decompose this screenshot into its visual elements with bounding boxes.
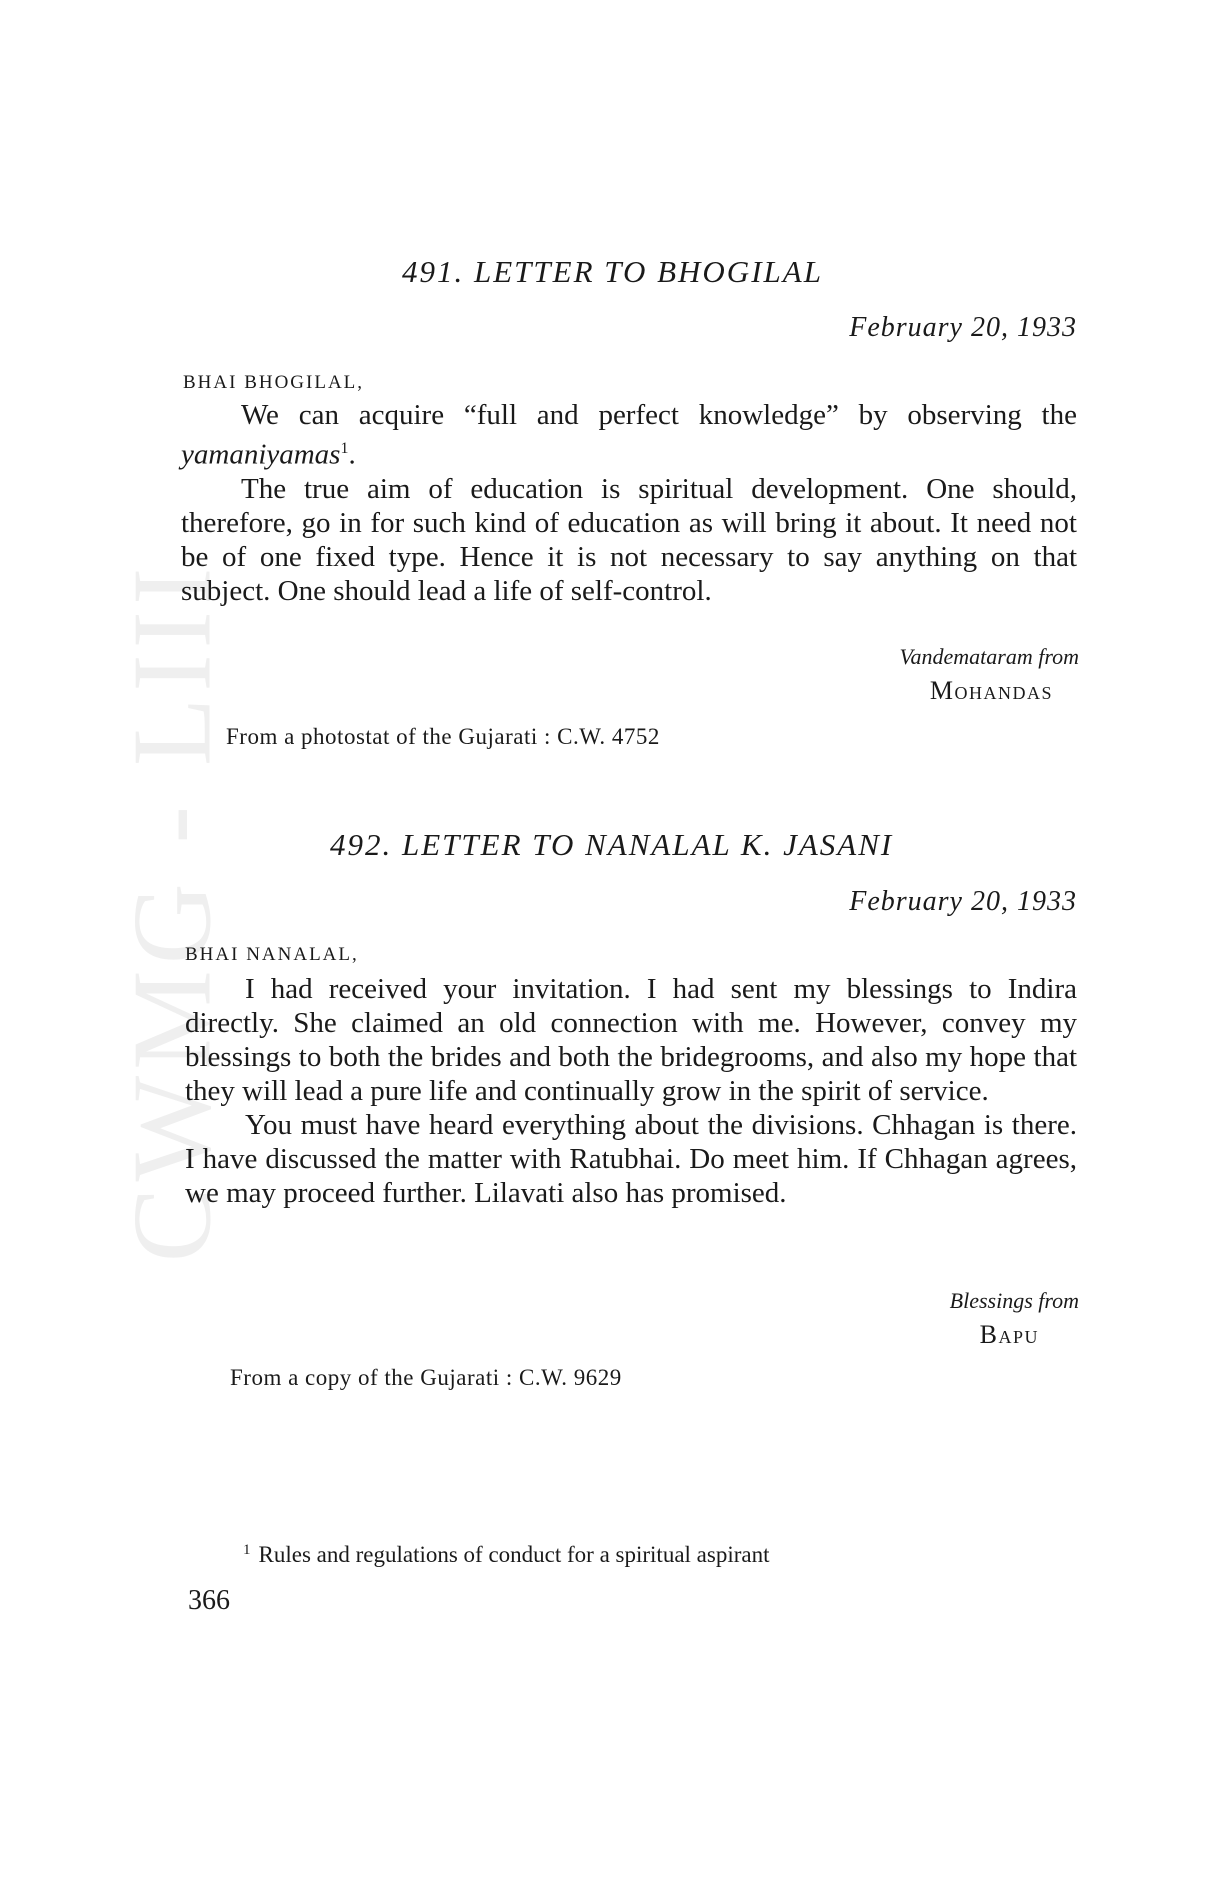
footnote-text: Rules and regulations of conduct for a spiritual aspirant (258, 1542, 770, 1567)
letter-491-date: February 20, 1933 (849, 312, 1077, 343)
footnote-marker: 1 (340, 440, 349, 457)
page-number: 366 (188, 1585, 230, 1616)
term-yamaniyamas: yamaniyamas (181, 438, 341, 471)
letter-492-body (185, 972, 1077, 1210)
watermark-text: CWMG - LIII (110, 561, 235, 1263)
letter-492-heading: 492. LETTER TO NANALAL K. JASANI (330, 827, 894, 862)
letter-491-closing: Vandemataram from (899, 644, 1079, 669)
letter-491-body (181, 398, 1077, 608)
letter-492-salutation: BHAI NANALAL, (185, 944, 359, 965)
letter-491-paragraph-2: The true aim of education is spiritual development. One should, therefore, go in for such kind of education as will bring it about. It need not be of one fixed type. Hence it is not necessary to say anything on that subject. One should lead a life of self-control. (181, 472, 1077, 607)
letter-492-signature: Bapu (979, 1320, 1039, 1349)
letter-491-paragraph-1: We can acquire “full and perfect knowledge” by observing the yamaniyamas$^1$. (181, 399, 1077, 471)
letter-492-closing: Blessings from (949, 1288, 1079, 1313)
letter-491-salutation: BHAI BHOGILAL, (183, 372, 365, 393)
letter-492-source: From a copy of the Gujarati : C.W. 9629 (230, 1365, 622, 1390)
letter-491-signature: Mohandas (929, 676, 1053, 705)
footnote (243, 1542, 769, 1568)
letter-492-date: February 20, 1933 (849, 886, 1077, 917)
letter-491-heading: 491. LETTER TO BHOGILAL (402, 254, 823, 289)
letter-491-source: From a photostat of the Gujarati : C.W. 4752 (226, 724, 660, 749)
letter-492-paragraph-2: You must have heard everything about the divisions. Chhagan is there. I have discussed the matter with Ratubhai. Do meet him. If Chhagan agrees, we may proceed further. Lilavati also has promised. (185, 1109, 1077, 1209)
footnote-number: 1 (243, 1542, 251, 1558)
letter-492-paragraph-1: I had received your invitation. I had sent my blessings to Indira directly. She claimed an old connection with me. However, convey my blessings to both the brides and both the bridegrooms, and also my hope that they will lead a pure life and continually grow in the spirit of service. (185, 973, 1077, 1107)
